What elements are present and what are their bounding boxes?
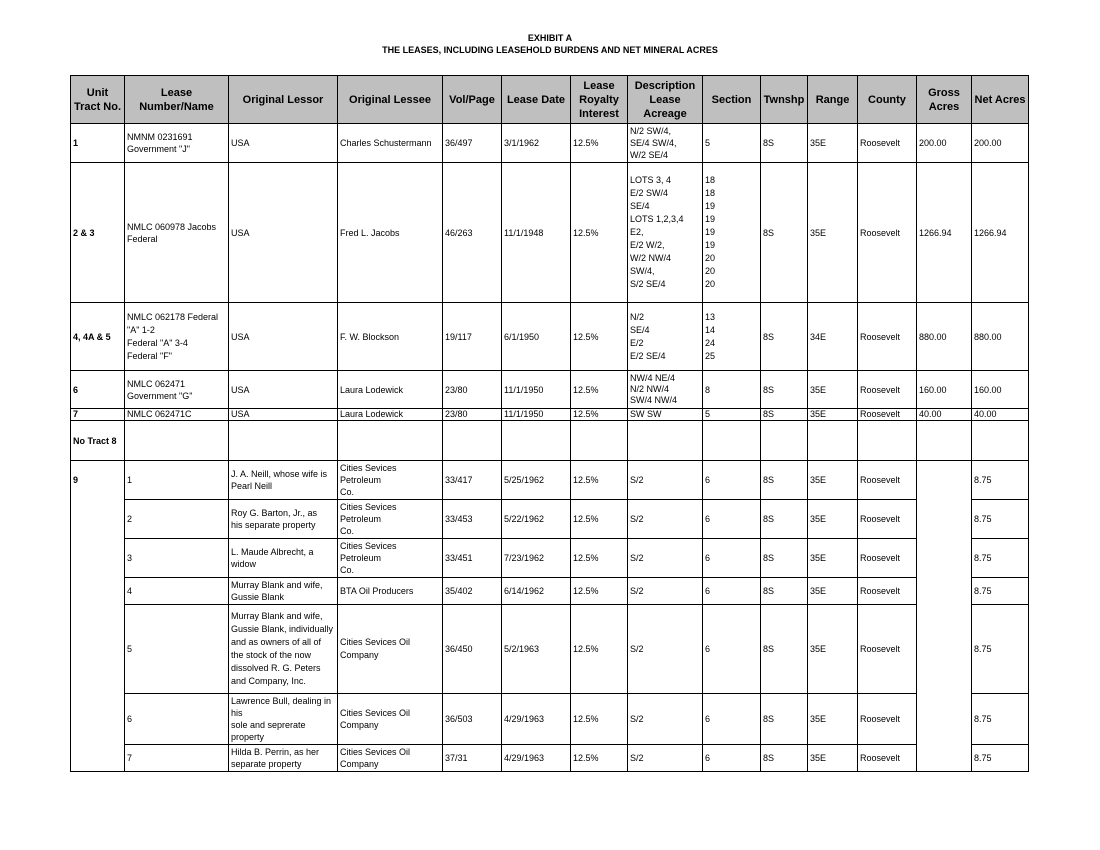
cell-lessor: Roy G. Barton, Jr., as his separate property (229, 500, 338, 539)
document-header (0, 32, 1100, 56)
leases-table (70, 75, 1029, 772)
cell-tract (71, 578, 125, 605)
cell-county: Roosevelt (858, 124, 917, 163)
cell-lease-date: 11/1/1950 (502, 409, 571, 421)
cell-section (703, 421, 761, 461)
cell-section: 13 14 24 25 (703, 303, 761, 371)
cell-net-acres: 40.00 (972, 409, 1029, 421)
cell-twnshp (761, 421, 808, 461)
cell-range (808, 421, 858, 461)
cell-twnshp: 8S (761, 371, 808, 409)
cell-county: Roosevelt (858, 461, 917, 500)
cell-twnshp: 8S (761, 500, 808, 539)
table-row (71, 605, 1029, 694)
cell-tract (71, 745, 125, 772)
cell-royalty (571, 421, 628, 461)
col-header-gross-acres: Gross Acres (917, 76, 972, 124)
cell-lease-date: 7/23/1962 (502, 539, 571, 578)
cell-lessor: USA (229, 303, 338, 371)
cell-lease: NMLC 062471C (125, 409, 229, 421)
cell-lease-date: 4/29/1963 (502, 694, 571, 745)
cell-royalty: 12.5% (571, 605, 628, 694)
cell-description: S/2 (628, 605, 703, 694)
cell-twnshp: 8S (761, 163, 808, 303)
cell-county: Roosevelt (858, 694, 917, 745)
cell-gross-acres (917, 578, 972, 605)
table-row (71, 303, 1029, 371)
cell-description: SW SW (628, 409, 703, 421)
cell-county (858, 421, 917, 461)
cell-vol-page: 33/451 (443, 539, 502, 578)
cell-tract: 1 (71, 124, 125, 163)
col-header-lease-date: Lease Date (502, 76, 571, 124)
cell-range: 35E (808, 409, 858, 421)
cell-vol-page: 37/31 (443, 745, 502, 772)
cell-net-acres: 8.75 (972, 745, 1029, 772)
exhibit-subtitle: THE LEASES, INCLUDING LEASEHOLD BURDENS AND NET MINERAL ACRES (382, 45, 718, 55)
cell-twnshp: 8S (761, 539, 808, 578)
cell-net-acres: 880.00 (972, 303, 1029, 371)
cell-county: Roosevelt (858, 605, 917, 694)
cell-vol-page: 23/80 (443, 371, 502, 409)
cell-section: 18 18 19 19 19 19 20 20 20 (703, 163, 761, 303)
cell-twnshp: 8S (761, 461, 808, 500)
table-row (71, 745, 1029, 772)
cell-lease: 1 (125, 461, 229, 500)
col-header-net-acres: Net Acres (972, 76, 1029, 124)
cell-net-acres: 8.75 (972, 605, 1029, 694)
cell-gross-acres (917, 745, 972, 772)
cell-gross-acres (917, 500, 972, 539)
cell-vol-page: 19/117 (443, 303, 502, 371)
cell-lessee: Cities Sevices Petroleum Co. (338, 461, 443, 500)
cell-gross-acres: 40.00 (917, 409, 972, 421)
cell-description: S/2 (628, 500, 703, 539)
col-header-unit-tract: Unit Tract No. (71, 76, 125, 124)
table-row (71, 539, 1029, 578)
cell-royalty: 12.5% (571, 371, 628, 409)
cell-royalty: 12.5% (571, 745, 628, 772)
cell-lessor: Lawrence Bull, dealing in his sole and seprerate property (229, 694, 338, 745)
col-header-royalty: Lease Royalty Interest (571, 76, 628, 124)
cell-lease-date: 6/14/1962 (502, 578, 571, 605)
table-row (71, 421, 1029, 461)
cell-twnshp: 8S (761, 409, 808, 421)
cell-county: Roosevelt (858, 371, 917, 409)
cell-net-acres: 8.75 (972, 539, 1029, 578)
col-header-range: Range (808, 76, 858, 124)
cell-description: LOTS 3, 4 E/2 SW/4 SE/4 LOTS 1,2,3,4 E2, E/2 W/2, W/2 NW/4 SW/4, S/2 SE/4 (628, 163, 703, 303)
cell-twnshp: 8S (761, 745, 808, 772)
cell-royalty: 12.5% (571, 163, 628, 303)
cell-lease: NMLC 062178 Federal "A" 1-2 Federal "A" 3-4 Federal "F" (125, 303, 229, 371)
cell-twnshp: 8S (761, 694, 808, 745)
cell-lease: 4 (125, 578, 229, 605)
cell-section: 6 (703, 578, 761, 605)
table-row (71, 124, 1029, 163)
cell-tract: 2 & 3 (71, 163, 125, 303)
cell-gross-acres (917, 605, 972, 694)
cell-royalty: 12.5% (571, 303, 628, 371)
cell-range: 35E (808, 605, 858, 694)
cell-lease: NMNM 0231691 Government "J" (125, 124, 229, 163)
cell-section: 6 (703, 539, 761, 578)
cell-range: 35E (808, 163, 858, 303)
cell-vol-page: 36/503 (443, 694, 502, 745)
cell-vol-page: 36/450 (443, 605, 502, 694)
cell-lessee: Fred L. Jacobs (338, 163, 443, 303)
cell-description: N/2 SE/4 E/2 E/2 SE/4 (628, 303, 703, 371)
cell-range: 35E (808, 461, 858, 500)
cell-gross-acres: 160.00 (917, 371, 972, 409)
cell-lease-date: 6/1/1950 (502, 303, 571, 371)
table-header-row (71, 76, 1029, 124)
cell-lease: 3 (125, 539, 229, 578)
cell-lease-date: 11/1/1948 (502, 163, 571, 303)
cell-lease: NMLC 062471 Government "G" (125, 371, 229, 409)
cell-gross-acres (917, 539, 972, 578)
cell-net-acres: 200.00 (972, 124, 1029, 163)
cell-twnshp: 8S (761, 303, 808, 371)
cell-net-acres: 1266.94 (972, 163, 1029, 303)
cell-description: N/2 SW/4, SE/4 SW/4, W/2 SE/4 (628, 124, 703, 163)
cell-gross-acres: 880.00 (917, 303, 972, 371)
cell-tract (71, 694, 125, 745)
table-row (71, 371, 1029, 409)
cell-county: Roosevelt (858, 745, 917, 772)
cell-section: 6 (703, 694, 761, 745)
cell-gross-acres: 200.00 (917, 124, 972, 163)
col-header-twnshp: Twnshp (761, 76, 808, 124)
cell-county: Roosevelt (858, 500, 917, 539)
cell-county: Roosevelt (858, 578, 917, 605)
cell-lessor: USA (229, 409, 338, 421)
cell-section: 6 (703, 605, 761, 694)
table-row (71, 694, 1029, 745)
cell-lease-date: 3/1/1962 (502, 124, 571, 163)
cell-lease-date: 5/25/1962 (502, 461, 571, 500)
cell-twnshp: 8S (761, 605, 808, 694)
col-header-county: County (858, 76, 917, 124)
cell-lease-date: 5/22/1962 (502, 500, 571, 539)
cell-vol-page: 46/263 (443, 163, 502, 303)
exhibit-title: EXHIBIT A (527, 33, 573, 43)
cell-net-acres: 8.75 (972, 500, 1029, 539)
cell-tract (71, 605, 125, 694)
cell-net-acres (972, 421, 1029, 461)
cell-lease-date: 5/2/1963 (502, 605, 571, 694)
cell-county: Roosevelt (858, 539, 917, 578)
cell-twnshp: 8S (761, 124, 808, 163)
cell-lessee: Cities Sevices Petroleum Co. (338, 539, 443, 578)
cell-range: 35E (808, 745, 858, 772)
cell-range: 34E (808, 303, 858, 371)
cell-vol-page (443, 421, 502, 461)
cell-section: 6 (703, 500, 761, 539)
cell-lessee: Laura Lodewick (338, 371, 443, 409)
cell-royalty: 12.5% (571, 124, 628, 163)
cell-vol-page: 33/453 (443, 500, 502, 539)
cell-tract: No Tract 8 (71, 421, 125, 461)
cell-section: 6 (703, 461, 761, 500)
cell-range: 35E (808, 578, 858, 605)
cell-description: S/2 (628, 461, 703, 500)
cell-vol-page: 35/402 (443, 578, 502, 605)
cell-description (628, 421, 703, 461)
cell-lessor: Hilda B. Perrin, as her separate property (229, 745, 338, 772)
cell-description: S/2 (628, 694, 703, 745)
cell-county: Roosevelt (858, 303, 917, 371)
cell-twnshp: 8S (761, 578, 808, 605)
cell-lessee (338, 421, 443, 461)
cell-lease-date: 4/29/1963 (502, 745, 571, 772)
cell-royalty: 12.5% (571, 539, 628, 578)
cell-section: 5 (703, 124, 761, 163)
cell-tract: 6 (71, 371, 125, 409)
cell-lessor: Murray Blank and wife, Gussie Blank (229, 578, 338, 605)
col-header-original-lessor: Original Lessor (229, 76, 338, 124)
cell-royalty: 12.5% (571, 500, 628, 539)
cell-gross-acres (917, 421, 972, 461)
table-row (71, 409, 1029, 421)
cell-lessee: Charles Schustermann (338, 124, 443, 163)
cell-description: NW/4 NE/4 N/2 NW/4 SW/4 NW/4 (628, 371, 703, 409)
col-header-original-lessee: Original Lessee (338, 76, 443, 124)
cell-royalty: 12.5% (571, 461, 628, 500)
cell-lessee: Cities Sevices Petroleum Co. (338, 500, 443, 539)
cell-section: 6 (703, 745, 761, 772)
cell-net-acres: 8.75 (972, 694, 1029, 745)
cell-lease: 6 (125, 694, 229, 745)
cell-description: S/2 (628, 745, 703, 772)
cell-lease: 2 (125, 500, 229, 539)
cell-tract: 9 (71, 461, 125, 500)
cell-section: 5 (703, 409, 761, 421)
cell-royalty: 12.5% (571, 694, 628, 745)
cell-gross-acres (917, 461, 972, 500)
cell-lessor: USA (229, 124, 338, 163)
cell-range: 35E (808, 371, 858, 409)
cell-range: 35E (808, 500, 858, 539)
table-row (71, 500, 1029, 539)
cell-tract (71, 500, 125, 539)
cell-gross-acres: 1266.94 (917, 163, 972, 303)
cell-vol-page: 33/417 (443, 461, 502, 500)
cell-lease-date: 11/1/1950 (502, 371, 571, 409)
cell-gross-acres (917, 694, 972, 745)
col-header-section: Section (703, 76, 761, 124)
cell-range: 35E (808, 539, 858, 578)
cell-lessee: Cities Sevices Oil Company (338, 694, 443, 745)
table-row (71, 578, 1029, 605)
cell-royalty: 12.5% (571, 409, 628, 421)
cell-tract: 4, 4A & 5 (71, 303, 125, 371)
cell-lessor: USA (229, 371, 338, 409)
cell-lessee: F. W. Blockson (338, 303, 443, 371)
cell-tract (71, 539, 125, 578)
cell-vol-page: 36/497 (443, 124, 502, 163)
cell-lessor: L. Maude Albrecht, a widow (229, 539, 338, 578)
cell-royalty: 12.5% (571, 578, 628, 605)
cell-net-acres: 8.75 (972, 461, 1029, 500)
cell-lessor: Murray Blank and wife, Gussie Blank, individually and as owners of all of the stock of the now dissolved R. G. Peters and Company, Inc. (229, 605, 338, 694)
cell-lease-date (502, 421, 571, 461)
cell-lease: 7 (125, 745, 229, 772)
cell-county: Roosevelt (858, 163, 917, 303)
cell-range: 35E (808, 124, 858, 163)
cell-net-acres: 8.75 (972, 578, 1029, 605)
cell-lessor: J. A. Neill, whose wife is Pearl Neill (229, 461, 338, 500)
col-header-vol-page: Vol/Page (443, 76, 502, 124)
cell-section: 8 (703, 371, 761, 409)
cell-description: S/2 (628, 578, 703, 605)
cell-description: S/2 (628, 539, 703, 578)
cell-lease (125, 421, 229, 461)
cell-lessee: Cities Sevices Oil Company (338, 745, 443, 772)
cell-lessor (229, 421, 338, 461)
cell-net-acres: 160.00 (972, 371, 1029, 409)
cell-county: Roosevelt (858, 409, 917, 421)
cell-lessee: Laura Lodewick (338, 409, 443, 421)
cell-vol-page: 23/80 (443, 409, 502, 421)
cell-lease: 5 (125, 605, 229, 694)
cell-range: 35E (808, 694, 858, 745)
cell-lessee: BTA Oil Producers (338, 578, 443, 605)
cell-lease: NMLC 060978 Jacobs Federal (125, 163, 229, 303)
cell-lessor: USA (229, 163, 338, 303)
cell-tract: 7 (71, 409, 125, 421)
col-header-description: Description Lease Acreage (628, 76, 703, 124)
cell-lessee: Cities Sevices Oil Company (338, 605, 443, 694)
table-row (71, 461, 1029, 500)
col-header-lease-number: Lease Number/Name (125, 76, 229, 124)
table-row (71, 163, 1029, 303)
